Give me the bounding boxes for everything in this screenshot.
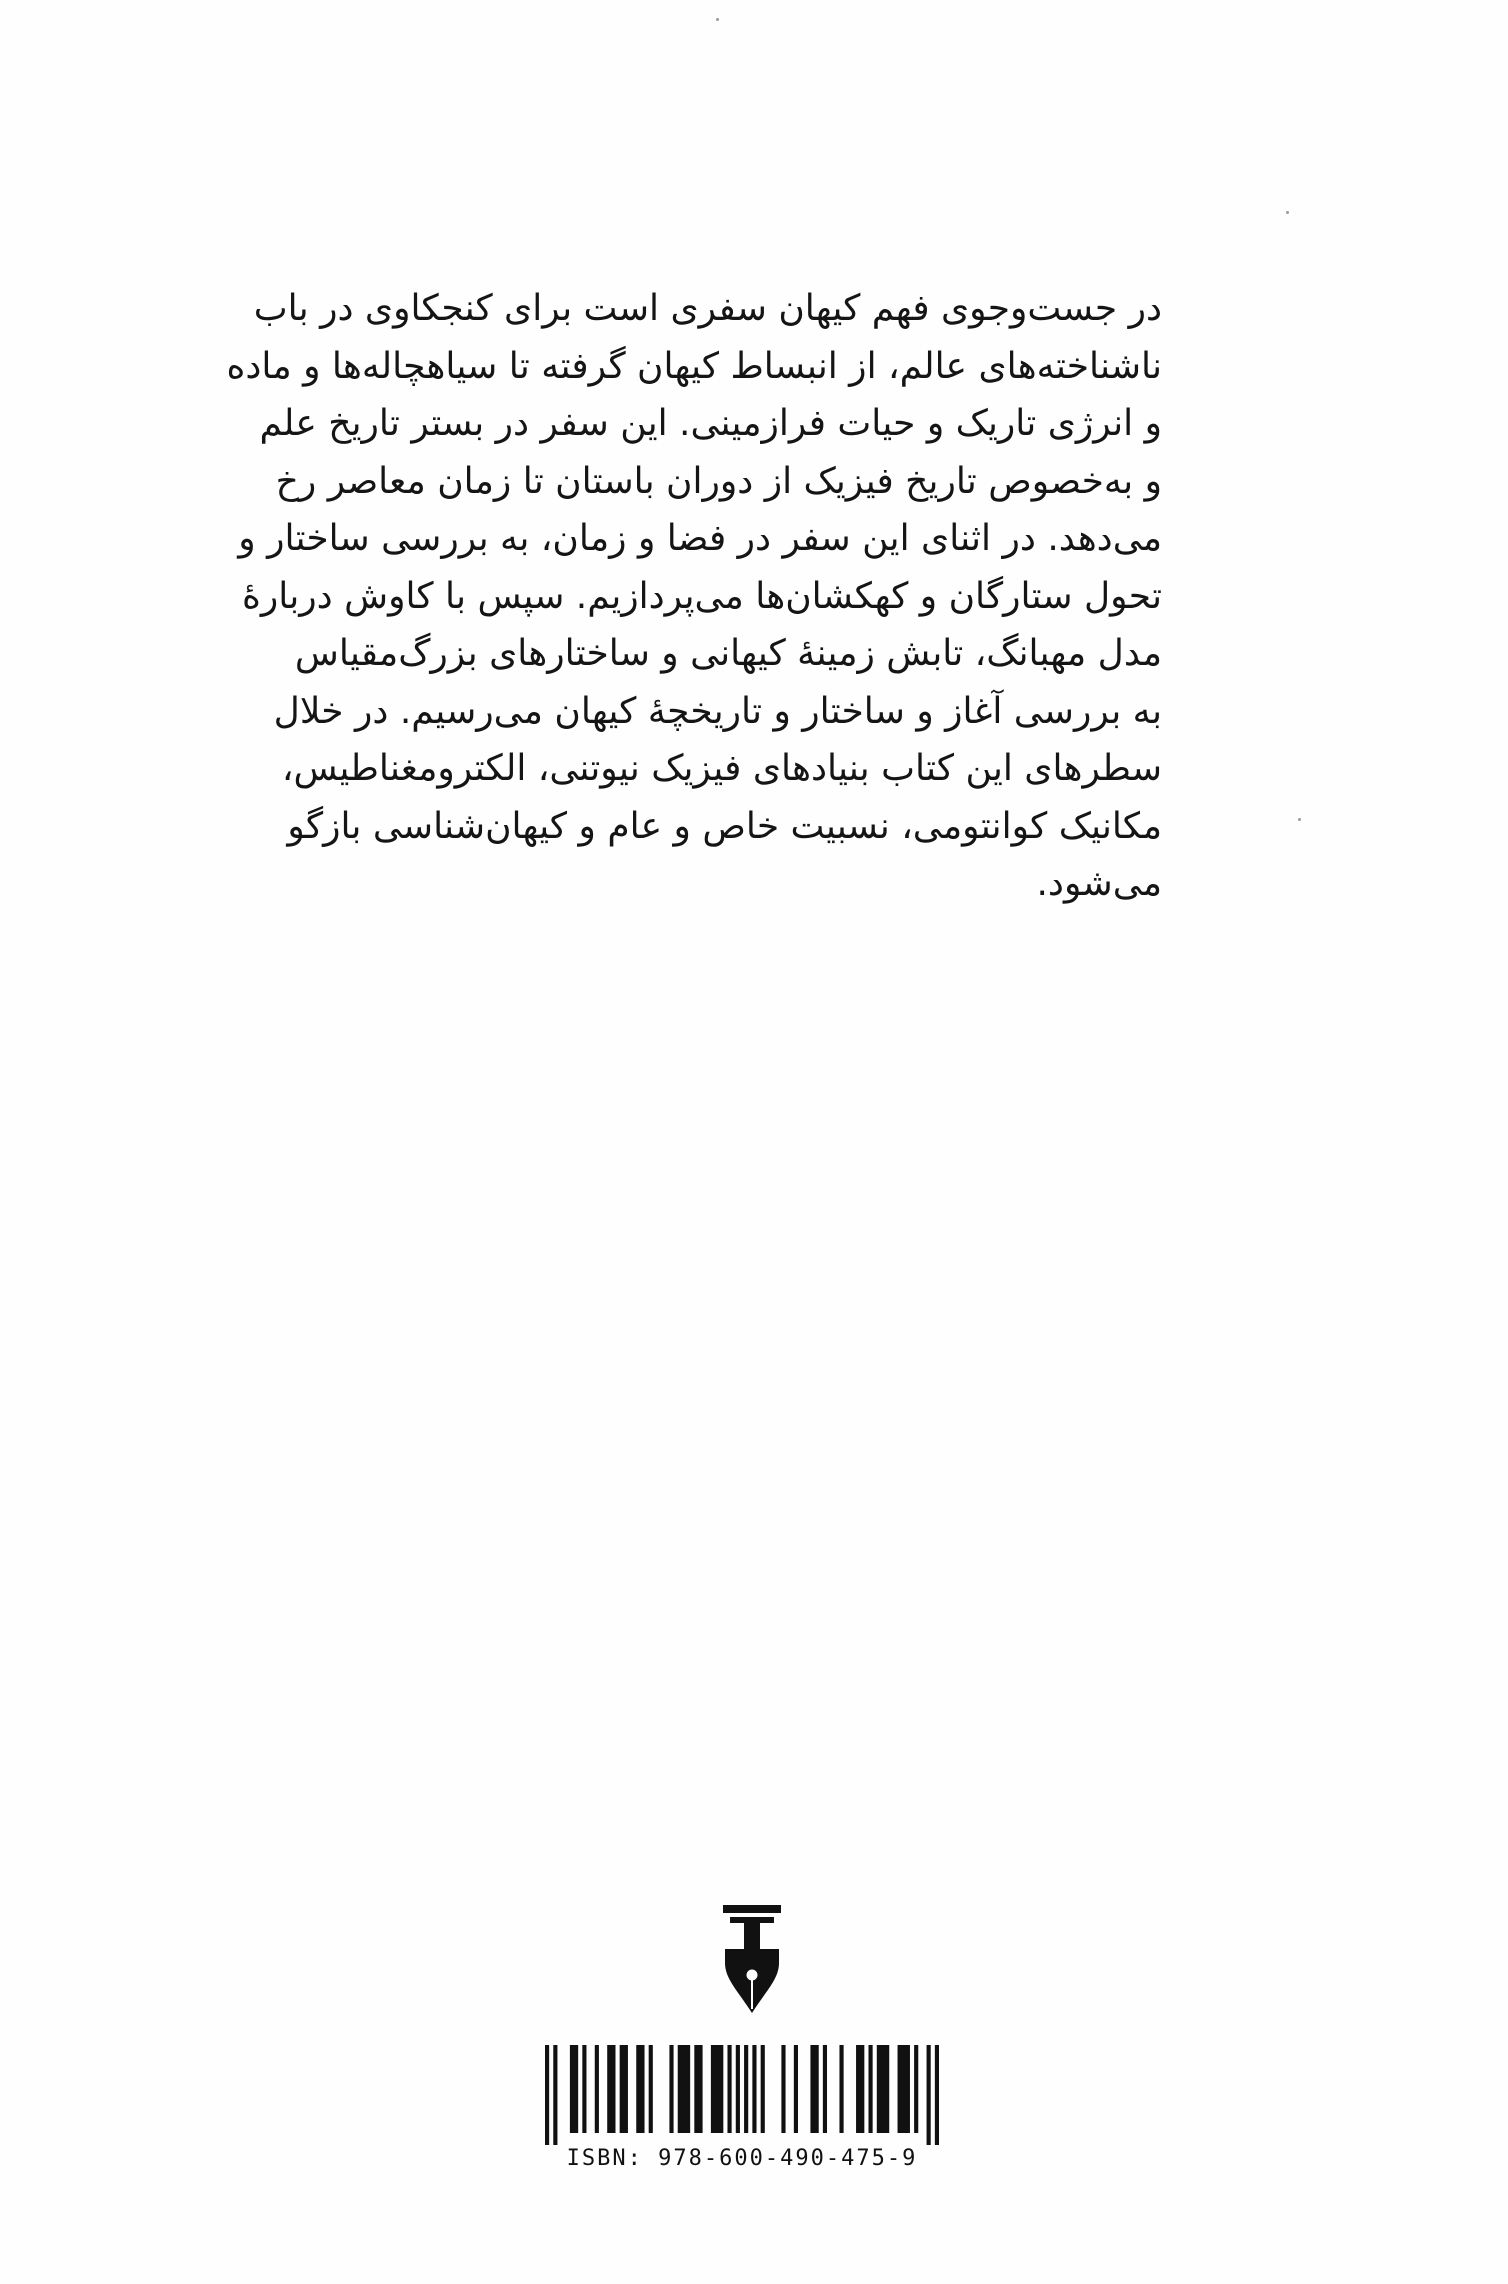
fountain-pen-nib-icon	[720, 1905, 784, 2013]
barcode-bar	[868, 2045, 872, 2133]
barcode-bar	[810, 2045, 818, 2133]
barcode-bar	[545, 2045, 549, 2145]
barcode-bar	[669, 2045, 673, 2133]
barcode-bar	[595, 2045, 599, 2133]
isbn-number: ISBN: 978-600-490-475-9	[566, 2146, 918, 2171]
barcode-bar	[935, 2045, 939, 2145]
barcode-bar	[794, 2045, 798, 2133]
description-line: و انرژی تاریک و حیات فرازمینی. این سفر در بستر تاریخ علم	[259, 403, 1162, 444]
paper-speck	[716, 18, 719, 21]
description-line: مدل مهبانگ، تابش زمینهٔ کیهانی و ساختارهای بزرگ‌مقیاس	[294, 633, 1162, 674]
barcode-bar	[607, 2045, 615, 2133]
description-line: تحول ستارگان و کهکشان‌ها می‌پردازیم. سپس با کاوش دربارهٔ	[242, 575, 1162, 617]
description-line: سطرهای این کتاب بنیادهای فیزیک نیوتنی، الکترومغناطیس،	[281, 748, 1162, 789]
book-description	[226, 280, 1162, 913]
barcode-icon	[545, 2045, 939, 2145]
paper-speck	[1298, 818, 1301, 821]
barcode-bar	[553, 2045, 557, 2145]
description-line: و به‌خصوص تاریخ فیزیک از دوران باستان تا زمان معاصر رخ	[275, 460, 1162, 502]
barcode-bar	[570, 2045, 578, 2133]
barcode-bar	[823, 2045, 827, 2133]
barcode-bar	[898, 2045, 910, 2133]
barcode-bar	[877, 2045, 889, 2133]
description-line: می‌دهد. در اثنای این سفر در فضا و زمان، به بررسی ساختار و	[238, 518, 1162, 559]
barcode-bar	[727, 2045, 731, 2133]
description-line: در جست‌وجوی فهم کیهان سفری است برای کنجکاوی در باب	[253, 288, 1162, 329]
barcode-bar	[694, 2045, 702, 2133]
barcode-bar	[636, 2045, 644, 2133]
barcode-bar	[744, 2045, 748, 2133]
barcode-bar	[582, 2045, 586, 2133]
barcode-bar	[914, 2045, 918, 2133]
barcode-bar	[752, 2045, 756, 2133]
barcode-bar	[711, 2045, 723, 2133]
description-line: ناشناخته‌های عالم، از انبساط کیهان گرفته تا سیاهچاله‌ها و ماده	[226, 345, 1162, 387]
description-line: می‌شود.	[1036, 863, 1162, 904]
barcode-bar	[736, 2045, 740, 2133]
description-line: به بررسی آغاز و ساختار و تاریخچهٔ کیهان می‌رسیم. در خلال	[273, 690, 1162, 732]
barcode-bar	[761, 2045, 765, 2133]
barcode-bar	[856, 2045, 864, 2133]
barcode-bar	[620, 2045, 628, 2133]
barcode-bar	[649, 2045, 653, 2133]
barcode-bar	[781, 2045, 785, 2133]
barcode-bar	[678, 2045, 690, 2133]
paper-speck	[1286, 211, 1289, 214]
barcode-bar	[927, 2045, 931, 2145]
barcode-bar	[839, 2045, 843, 2133]
description-line: مکانیک کوانتومی، نسبیت خاص و عام و کیهان‌شناسی بازگو	[287, 805, 1162, 847]
